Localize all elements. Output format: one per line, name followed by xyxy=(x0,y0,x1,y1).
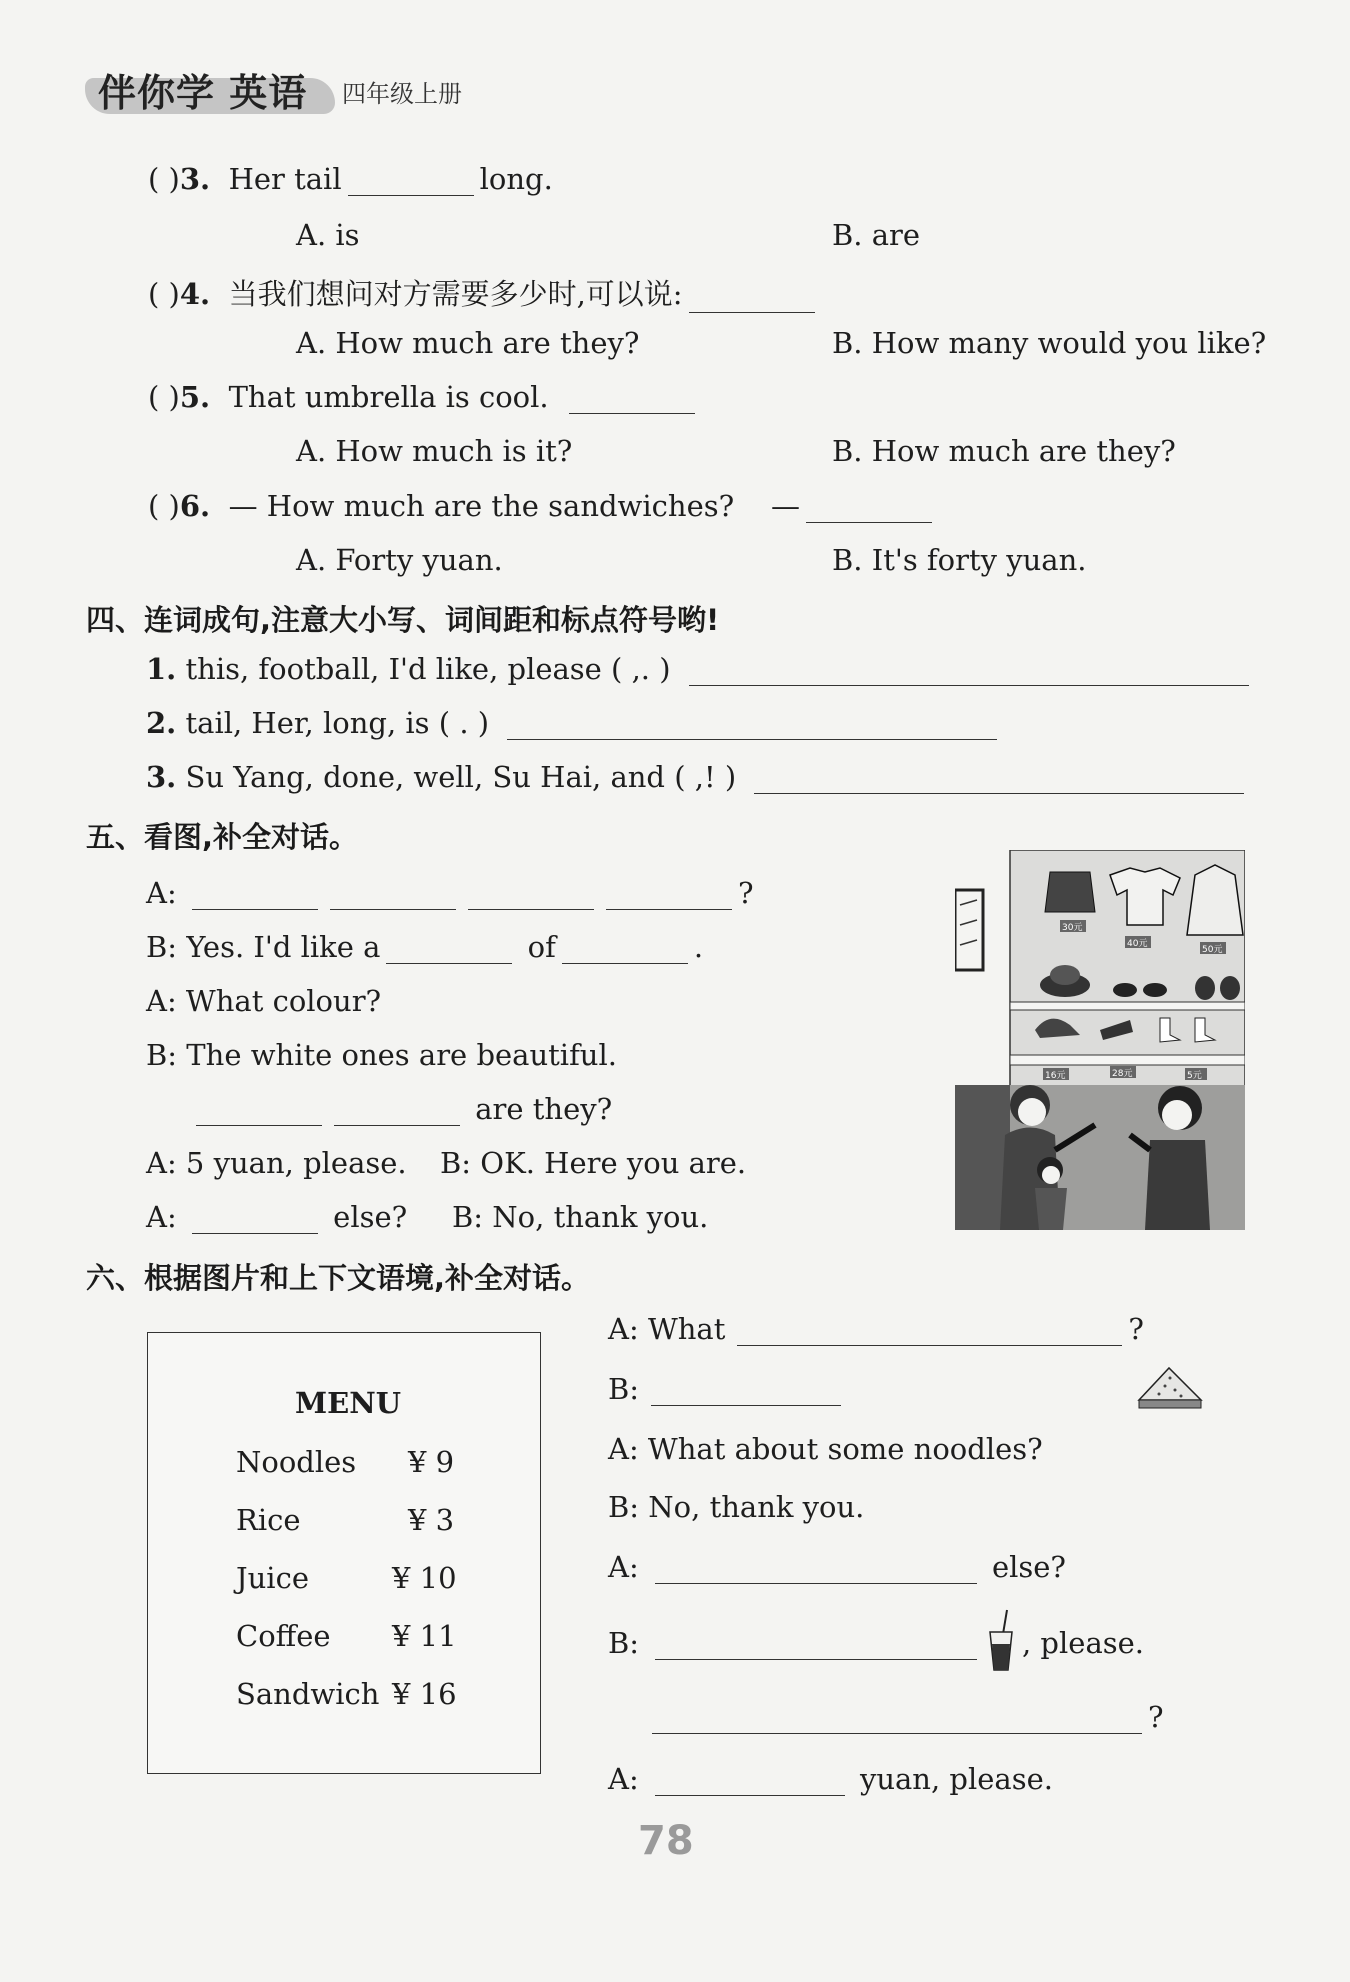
fill-blank[interactable] xyxy=(562,935,688,964)
line-text: are they? xyxy=(475,1092,613,1126)
menu-item-name: Sandwich xyxy=(236,1677,380,1711)
question-number: 5. xyxy=(179,380,211,414)
speaker: B: xyxy=(608,1626,640,1660)
question-number: 4. xyxy=(179,277,211,311)
fill-blank[interactable] xyxy=(655,1631,977,1660)
fill-blank[interactable] xyxy=(569,385,695,414)
fill-blank[interactable] xyxy=(651,1377,841,1406)
dialog6-line-1 xyxy=(608,1312,1144,1346)
dialog6-line-4: B: No, thank you. xyxy=(608,1490,865,1524)
speaker: A: xyxy=(608,1312,639,1346)
menu-item-name: Coffee xyxy=(236,1619,331,1653)
speaker: A: xyxy=(608,1762,639,1796)
answer-paren[interactable]: ( ) xyxy=(148,380,180,414)
item-words: Su Yang, done, well, Su Hai, and ( ,! ) xyxy=(185,760,737,794)
question-text: — How much are the sandwiches? xyxy=(228,489,735,523)
dialog6-line-8 xyxy=(608,1762,1053,1796)
answer-paren[interactable]: ( ) xyxy=(148,162,180,196)
line-text: else? xyxy=(991,1550,1066,1584)
answer-paren[interactable]: ( ) xyxy=(148,277,180,311)
menu-item-price: ¥ 16 xyxy=(392,1677,457,1711)
price-tag-5: 28元 xyxy=(1112,1069,1133,1079)
price-tag-6: 5元 xyxy=(1187,1071,1202,1081)
item-number: 1. xyxy=(146,652,177,686)
dialog6-line-3: A: What about some noodles? xyxy=(608,1432,1043,1466)
dialog5-line-1 xyxy=(146,876,754,910)
reorder-item-1 xyxy=(146,652,1255,686)
fill-blank[interactable] xyxy=(348,167,474,196)
fill-blank[interactable] xyxy=(655,1767,845,1796)
speaker: A: xyxy=(146,876,177,910)
fill-blank[interactable] xyxy=(334,1097,460,1126)
dialog6-line-7 xyxy=(646,1700,1164,1734)
fill-blank[interactable] xyxy=(192,881,318,910)
line-text: yuan, please. xyxy=(859,1762,1053,1796)
item-number: 3. xyxy=(146,760,177,794)
dialog5-line-4: B: The white ones are beautiful. xyxy=(146,1038,617,1072)
speaker: A: xyxy=(146,1200,177,1234)
item-number: 2. xyxy=(146,706,177,740)
fill-blank[interactable] xyxy=(689,284,815,313)
punct: ? xyxy=(1148,1700,1164,1734)
fill-blank[interactable] xyxy=(655,1555,977,1584)
reorder-item-3 xyxy=(146,760,1250,794)
section-4-title: 四、连词成句,注意大小写、词间距和标点符号哟! xyxy=(86,603,720,637)
dialog5-line-3: A: What colour? xyxy=(146,984,382,1018)
dialog6-line-6 xyxy=(608,1626,983,1660)
punct: ? xyxy=(1128,1312,1144,1346)
option-a[interactable]: A. Forty yuan. xyxy=(296,543,503,577)
menu-item-price: ¥ 11 xyxy=(392,1619,457,1653)
fill-blank[interactable] xyxy=(652,1705,1142,1734)
skirt-icon xyxy=(1045,872,1095,912)
juice-icon xyxy=(985,1608,1017,1674)
speaker: A: xyxy=(608,1550,639,1584)
dialog5-line-2 xyxy=(146,930,703,964)
speaker: B: xyxy=(608,1372,640,1406)
dialog5-line-7b: B: No, thank you. xyxy=(452,1200,709,1234)
dialog5-line-6b: B: OK. Here you are. xyxy=(440,1146,747,1180)
fill-blank[interactable] xyxy=(737,1317,1122,1346)
fill-blank[interactable] xyxy=(806,494,932,523)
question-text: 当我们想问对方需要多少时,可以说: xyxy=(228,277,683,311)
line-text: Yes. I'd like a xyxy=(186,930,381,964)
answer-line[interactable] xyxy=(689,657,1249,686)
price-tag-2: 40元 xyxy=(1127,939,1148,949)
reorder-item-2 xyxy=(146,706,1003,740)
sandwich-icon xyxy=(1135,1364,1205,1412)
fill-blank[interactable] xyxy=(386,935,512,964)
dialog6-line-5 xyxy=(608,1550,1066,1584)
punct: . xyxy=(693,930,704,964)
answer-line[interactable] xyxy=(754,765,1244,794)
shoe-icon xyxy=(1113,983,1137,997)
question-4 xyxy=(148,272,821,313)
menu-item-price: ¥ 9 xyxy=(408,1445,455,1479)
option-a[interactable]: A. How much is it? xyxy=(296,434,573,468)
answer-paren[interactable]: ( ) xyxy=(148,489,180,523)
answer-line[interactable] xyxy=(507,711,997,740)
question-text: That umbrella is cool. xyxy=(228,380,549,414)
line-text: What xyxy=(647,1312,726,1346)
fill-blank[interactable] xyxy=(196,1097,322,1126)
option-b[interactable]: B. It's forty yuan. xyxy=(832,543,1087,577)
option-b[interactable]: B. are xyxy=(832,218,921,252)
question-number: 6. xyxy=(179,489,211,523)
item-words: this, football, I'd like, please ( ,. ) xyxy=(185,652,671,686)
question-5 xyxy=(148,380,701,414)
menu-title: MENU xyxy=(295,1386,402,1420)
fill-blank[interactable] xyxy=(468,881,594,910)
boot-icon xyxy=(1195,976,1215,1000)
shop-illustration xyxy=(955,850,1245,1230)
line-text: else? xyxy=(333,1200,408,1234)
menu-item-name: Noodles xyxy=(236,1445,357,1479)
dialog5-line-6a: A: 5 yuan, please. xyxy=(146,1146,407,1180)
option-b[interactable]: B. How much are they? xyxy=(832,434,1176,468)
question-text: Her tail xyxy=(228,162,342,196)
question-6 xyxy=(148,489,938,523)
dialog5-line-7 xyxy=(146,1200,407,1234)
answer-dash: — xyxy=(771,489,801,523)
fill-blank[interactable] xyxy=(192,1205,318,1234)
line-text: of xyxy=(527,930,556,964)
option-b[interactable]: B. How many would you like? xyxy=(832,326,1267,360)
menu-item-price: ¥ 3 xyxy=(408,1503,455,1537)
dialog6-line-2 xyxy=(608,1372,847,1406)
item-words: tail, Her, long, is ( . ) xyxy=(185,706,490,740)
menu-item-name: Juice xyxy=(236,1561,309,1595)
fill-blank[interactable] xyxy=(606,881,732,910)
option-a[interactable]: A. is xyxy=(296,218,360,252)
price-tag-4: 16元 xyxy=(1045,1071,1066,1081)
page-number: 78 xyxy=(638,1818,694,1864)
dialog6-line-6-end: , please. xyxy=(1022,1626,1144,1660)
book-subtitle: 四年级上册 xyxy=(342,80,462,108)
section-6-title: 六、根据图片和上下文语境,补全对话。 xyxy=(86,1261,591,1295)
option-a[interactable]: A. How much are they? xyxy=(296,326,640,360)
menu-item-price: ¥ 10 xyxy=(392,1561,457,1595)
question-3 xyxy=(148,162,553,196)
menu-item-name: Rice xyxy=(236,1503,301,1537)
book-title: 伴你学 英语 xyxy=(98,71,308,115)
price-tag-1: 30元 xyxy=(1062,923,1083,933)
jacket-icon xyxy=(1187,865,1243,935)
dialog5-line-5 xyxy=(190,1092,612,1126)
question-number: 3. xyxy=(179,162,211,196)
speaker: B: xyxy=(146,930,178,964)
price-tag-3: 50元 xyxy=(1202,945,1223,955)
question-text-end: long. xyxy=(479,162,553,196)
punct: ? xyxy=(737,876,754,910)
section-5-title: 五、看图,补全对话。 xyxy=(86,820,359,854)
fill-blank[interactable] xyxy=(330,881,456,910)
